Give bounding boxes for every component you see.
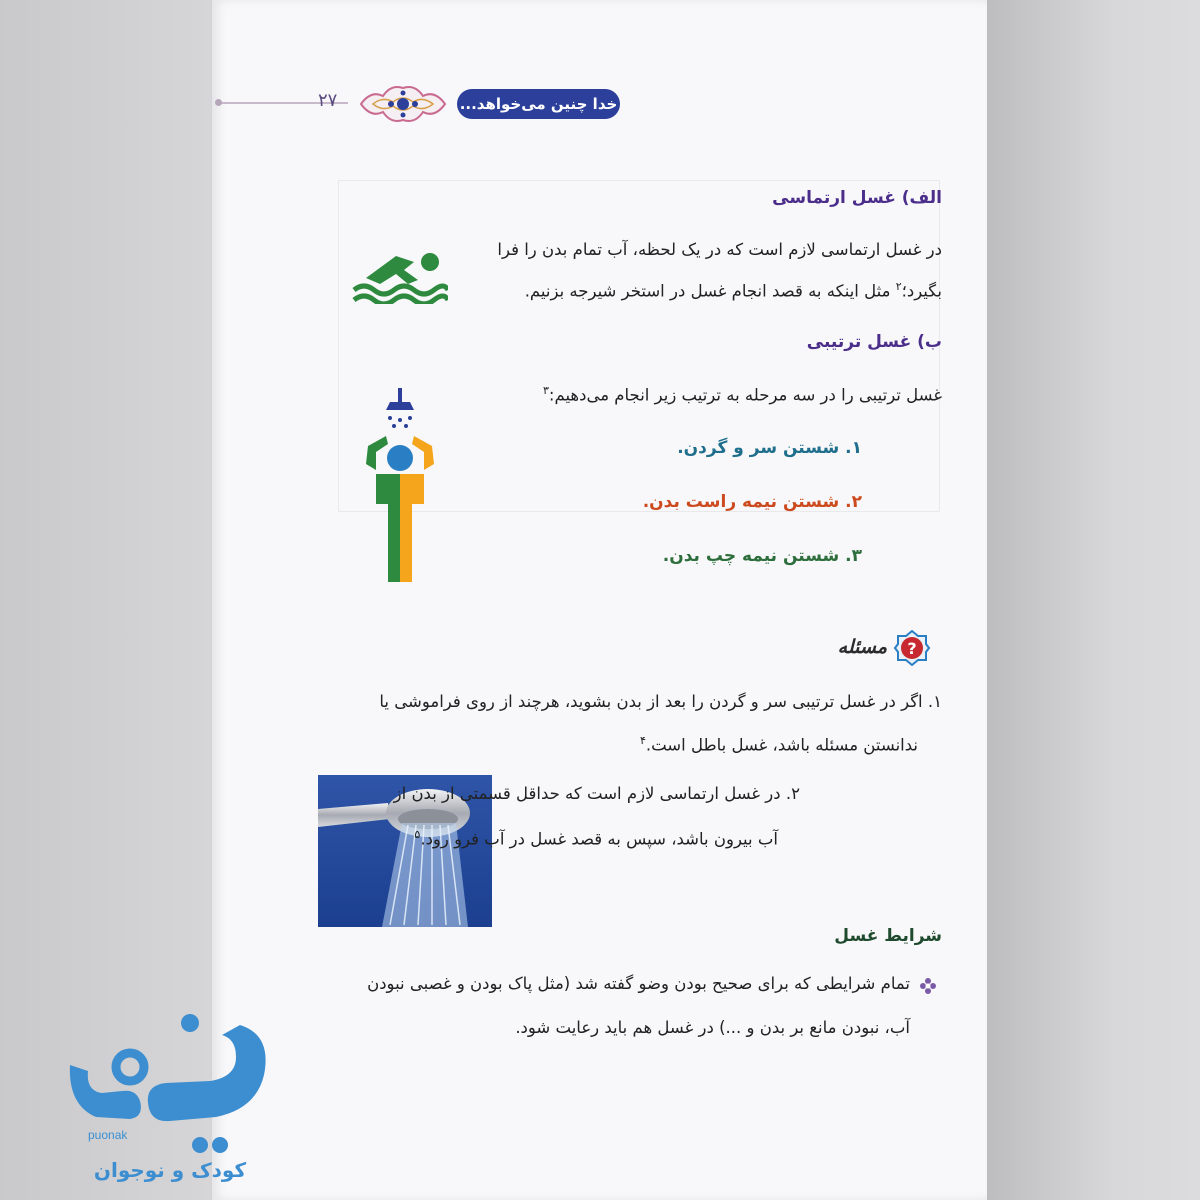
- puonak-logo: [40, 1005, 280, 1175]
- step-3: ۳. شستن نیمه چپ بدن.: [662, 546, 862, 566]
- swimmer-icon: [352, 248, 448, 304]
- conditions-line-1: تمام شرایطی که برای صحیح بودن وضو گفته شد (مثل پاک بودن و غصبی نبودن: [367, 974, 910, 993]
- background-right: [987, 0, 1200, 1200]
- masale-heading: مسئله: [837, 636, 887, 658]
- question-badge-icon: [894, 630, 930, 666]
- header-ornament-icon: [357, 82, 449, 126]
- section-a-line-1: در غسل ارتماسی لازم است که در یک لحظه، آب تمام بدن را فرا: [497, 240, 942, 259]
- step-1: ۱. شستن سر و گردن.: [677, 438, 862, 458]
- section-a-line-2-start: بگیرد؛: [901, 281, 942, 301]
- footnote-marker-3: ۳: [542, 384, 549, 397]
- svg-text:?: ?: [907, 639, 917, 658]
- footnote-marker-2: ۲: [895, 280, 902, 293]
- masale-item-2-line-2-text: آب بیرون باشد، سپس به قصد غسل در آب فرو رود.: [420, 829, 778, 849]
- step-2: ۲. شستن نیمه راست بدن.: [642, 492, 862, 512]
- header-rule-dot: [215, 99, 222, 106]
- section-b-intro-text: غسل ترتیبی را در سه مرحله به ترتیب زیر انجام می‌دهیم:: [548, 385, 942, 405]
- masale-item-1-line-2-text: ندانستن مسئله باشد، غسل باطل است.: [645, 735, 918, 755]
- section-b-intro: [543, 384, 942, 405]
- masale-item-2-line-1: ۲. در غسل ارتماسی لازم است که حداقل قسمتی از بدن از: [393, 784, 800, 803]
- book-title-pill: خدا چنین می‌خواهد...: [457, 89, 620, 119]
- logo-english-text: puonak: [88, 1128, 128, 1142]
- section-a-line-2: [525, 280, 942, 301]
- masale-item-2-line-2: [414, 828, 778, 849]
- masale-item-1-line-1: ۱. اگر در غسل ترتیبی سر و گردن را بعد از بدن بشوید، هرچند از روی فراموشی یا: [379, 692, 942, 711]
- footnote-marker-5: ۵: [414, 828, 421, 841]
- footnote-marker-4: ۴: [639, 734, 646, 747]
- section-b-heading: ب) غسل ترتیبی: [806, 332, 942, 352]
- conditions-line-2: آب، نبودن مانع بر بدن و ...) در غسل هم باید رعایت شود.: [515, 1018, 910, 1037]
- flower-bullet-icon: [920, 978, 936, 994]
- page-number: ۲۷: [318, 90, 338, 111]
- masale-item-1-line-2: [640, 734, 918, 755]
- section-a-heading: الف) غسل ارتماسی: [772, 188, 942, 208]
- logo-subtitle: کودک و نوجوان: [93, 1158, 247, 1182]
- section-a-line-2-end: مثل اینکه به قصد انجام غسل در استخر شیرجه بزنیم.: [524, 281, 896, 301]
- shower-person-icon: [358, 386, 442, 586]
- conditions-heading: شرایط غسل: [834, 926, 942, 946]
